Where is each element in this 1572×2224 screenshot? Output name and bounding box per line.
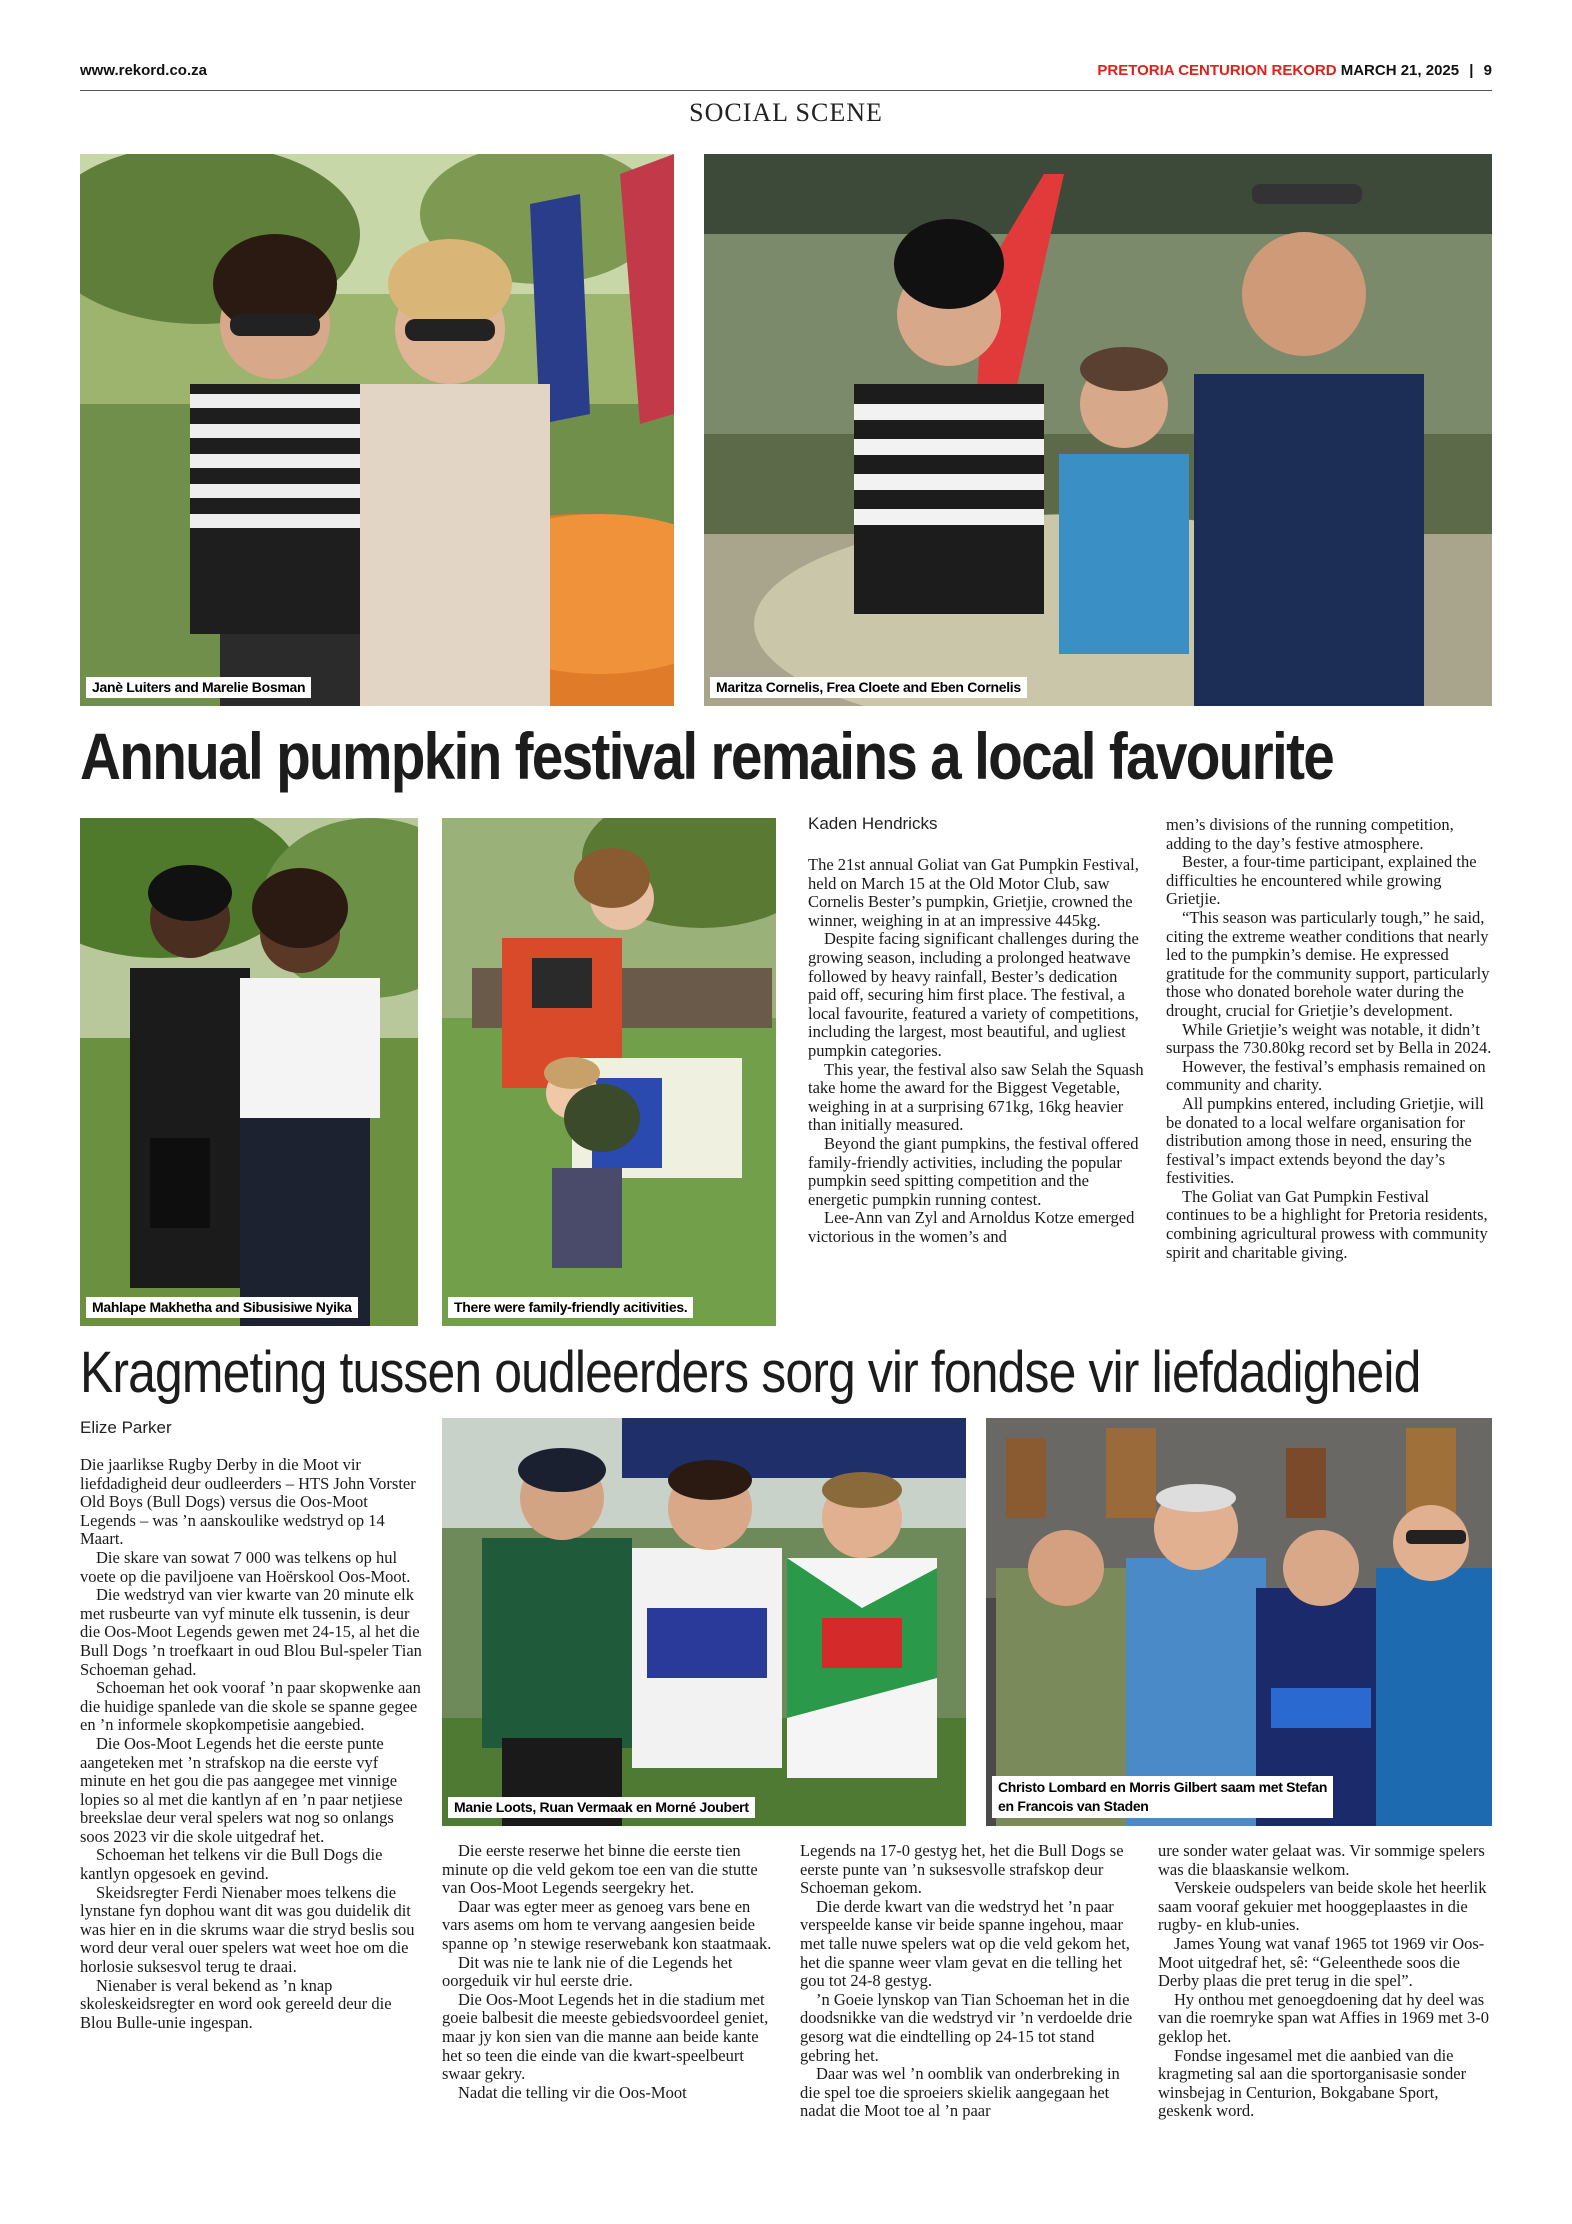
issue-date: MARCH 21, 2025	[1340, 62, 1460, 79]
paragraph: This year, the festival also saw Selah the Squash take home the award for the Biggest Vegetable, weighing in at a surprising 671kg, 16kg heavier than initially measured.	[808, 1059, 1144, 1135]
photo-caption: Maritza Cornelis, Frea Cloete and Eben Cornelis	[710, 677, 1027, 698]
photo-manie-ruan-morne-image	[442, 1418, 966, 1826]
paragraph: Despite facing significant challenges during the growing season, including a prolonged heatwave followed by heavy rainfall, Bester’s dedication paid off, securing him first place. The festival, a local favourite, featured a variety of competitions, including the largest, most beautiful, and ugliest pumpkin categories.	[808, 929, 1139, 1060]
header-separator: |	[1469, 62, 1474, 79]
photo-caption	[992, 1776, 1333, 1818]
article-headline: Kragmeting tussen oudleerders sorg vir fondse vir liefdadigheid	[80, 1340, 1421, 1405]
paragraph: Die Oos-Moot Legends het die eerste punte aangeteken met ’n strafskop na die eerste vyf minute en het gou die pas aangegee met vinnige lopies so al met die kantlyn af en ’n paar netjiese breekslae deur veral spelers wat nog so onlangs soos 2023 vir die skole uitgedraf het.	[80, 1733, 403, 1846]
paragraph: The 21st annual Goliat van Gat Pumpkin Festival, held on March 15 at the Old Motor Club, saw Cornelis Bester’s pumpkin, Grietjie, crowned the winner, weighing in at an impressive 445kg.	[808, 855, 1139, 930]
masthead-info	[1097, 62, 1492, 79]
section-title: SOCIAL SCENE	[689, 98, 883, 127]
article-column	[80, 1456, 424, 2032]
photo-caption: Janè Luiters and Marelie Bosman	[86, 677, 311, 698]
article-column	[1166, 816, 1494, 1262]
paragraph: Daar was wel ’n oomblik van onderbreking in die spel toe die sproeiers skielik aangegaan het nadat die Moot toe al ’n paar	[800, 2064, 1120, 2121]
article-byline: Kaden Hendricks	[808, 814, 938, 833]
photo-christo-morris-image	[986, 1418, 1492, 1826]
photo-caption: Mahlape Makhetha and Sibusisiwe Nyika	[86, 1297, 358, 1318]
paragraph: Nienaber is veral bekend as ’n knap skoleskeidsregter en word ook gereeld deur die Blou Bulle-unie ingespan.	[80, 1975, 392, 2032]
paragraph: Hy onthou met genoegdoening dat hy deel was van die roemryke span wat Affies in 1969 met 3-0 geklop het.	[1158, 1989, 1489, 2046]
photo-cornelis-family-image	[704, 154, 1492, 706]
paragraph: Daar was egter meer as genoeg vars bene en vars asems om hom te vervang aangesien beide spanne op ’n stewige reserwebank kon staatmaak.	[442, 1896, 772, 1953]
paragraph: Nadat die telling vir die Oos-Moot	[458, 2082, 687, 2102]
photo-mahlape-sibusisiwe	[80, 818, 418, 1326]
photo-cornelis-family	[704, 154, 1492, 706]
paragraph: While Grietjie’s weight was notable, it didn’t surpass the 730.80kg record set by Bella in 2024.	[1166, 1019, 1492, 1058]
paragraph: Die derde kwart van die wedstryd het ’n paar verspeelde kanse vir beide spanne ingehou, maar met talle nuwe spelers wat op die veld gekom het, het die spanne weer vlam gevat en die telling het gou tot 24-8 gestyg.	[800, 1896, 1130, 1991]
article-column	[808, 856, 1146, 1246]
article-headline: Annual pumpkin festival remains a local favourite	[80, 719, 1334, 793]
photo-caption: There were family-friendly acitivities.	[448, 1297, 693, 1318]
paragraph: However, the festival’s emphasis remained on community and charity.	[1166, 1056, 1486, 1095]
paragraph: men’s divisions of the running competition, adding to the day’s festive atmosphere.	[1166, 815, 1454, 853]
paragraph: Die jaarlikse Rugby Derby in die Moot vir liefdadigheid deur oudleerders – HTS John Vorster Old Boys (Bull Dogs) versus die Oos-Moot Legends – was ’n aanskoulike wedstryd op 14 Maart.	[80, 1455, 416, 1549]
website-url[interactable]: www.rekord.co.za	[80, 62, 207, 79]
paragraph: Verskeie oudspelers van beide skole het heerlik saam vooraf gekuier met hooggeplaastes in die rugby- en klub-unies.	[1158, 1878, 1487, 1935]
paragraph: Schoeman het ook vooraf ’n paar skopwenke aan die huidige spanlede van die skole se spanne gegee en ’n informele skopkompetisie aangebied.	[80, 1678, 421, 1735]
paragraph: James Young wat vanaf 1965 tot 1969 vir Oos-Moot uitgedraf het, sê: “Geleenthede soos die Derby plaas die pret terug in die spel”.	[1158, 1933, 1485, 1991]
paragraph: Die skare van sowat 7 000 was telkens op hul voete op die paviljoene van Hoërskool Oos-Moot.	[80, 1547, 411, 1586]
paragraph: Lee-Ann van Zyl and Arnoldus Kotze emerged victorious in the women’s and	[808, 1208, 1135, 1246]
paragraph: Legends na 17-0 gestyg het, het die Bull Dogs se eerste punte van ’n suksesvolle strafskop deur Schoeman gekom.	[800, 1841, 1124, 1898]
photo-caption: Manie Loots, Ruan Vermaak en Morné Joubert	[448, 1797, 755, 1818]
paragraph: Die Oos-Moot Legends het in die stadium met goeie balbesit die meeste gebiedsvoordeel geniet, maar jy kon sien van die manne aan beide kante het so teen die einde van die kwart-speelbeurt swaar gekry.	[442, 1989, 769, 2084]
article-column	[800, 1842, 1134, 2121]
photo-family-activities-image	[442, 818, 776, 1326]
article-column	[442, 1842, 776, 2102]
paragraph: ure sonder water gelaat was. Vir sommige spelers was die blaaskansie welkom.	[1158, 1841, 1485, 1879]
paragraph: Dit was nie te lank nie of die Legends het oorgeduik vir hul eerste drie.	[442, 1952, 733, 1991]
photo-manie-ruan-morne	[442, 1418, 966, 1826]
photo-jane-marelie-image	[80, 154, 674, 706]
publication-name: PRETORIA CENTURION REKORD	[1097, 62, 1337, 79]
paragraph: Skeidsregter Ferdi Nienaber moes telkens die lynstane fyn dophou want dit was gou duidelik dit was hier en in die skrums waar die stryd beslis sou word deur veral ouer spelers wat weet hoe om die horlosie suksesvol terug te draai.	[80, 1882, 415, 1977]
paragraph: “This season was particularly tough,” he said, citing the extreme weather conditions that nearly led to the pumpkin’s demise. He expressed gratitude for the community support, particularly those who donated borehole water during the drought, crucial for Grietjie’s development.	[1166, 907, 1490, 1020]
paragraph: Fondse ingesamel met die aanbied van die kragmeting sal aan die sportorganisasie sonder winsbejag in Centurion, Bokgabane Sport, geskenk word.	[1158, 2045, 1467, 2121]
paragraph: Die wedstryd van vier kwarte van 20 minute elk met rusbeurte van vyf minute elk tussenin, is deur die Oos-Moot Legends gewen met 24-15, al het die Bull Dogs ’n troefkaart in oud Blou Bul-speler Tian Schoeman gehad.	[80, 1585, 422, 1679]
paragraph: Schoeman het telkens vir die Bull Dogs die kantlyn opgesoek en gevind.	[80, 1845, 383, 1884]
article-byline: Elize Parker	[80, 1418, 172, 1437]
paragraph: Die eerste reserwe het binne die eerste tien minute op die veld gekom toe een van die stutte van Oos-Moot Legends seergekry het.	[442, 1841, 758, 1898]
photo-family-activities	[442, 818, 776, 1326]
paragraph: All pumpkins entered, including Grietjie, will be donated to a local welfare organisation for distribution among those in need, ensuring the festival’s impact extends beyond the day’s festivities.	[1166, 1093, 1484, 1188]
header-rule	[80, 90, 1492, 91]
caption-line: en Francois van Staden	[998, 1798, 1149, 1814]
caption-line: Christo Lombard en Morris Gilbert saam met Stefan	[998, 1779, 1328, 1795]
paragraph: The Goliat van Gat Pumpkin Festival continues to be a highlight for Pretoria residents, combining agricultural prowess with community spirit and charitable giving.	[1166, 1186, 1488, 1262]
photo-jane-marelie	[80, 154, 674, 706]
paragraph: Bester, a four-time participant, explained the difficulties he encountered while growing Grietjie.	[1166, 852, 1477, 909]
page-number: 9	[1483, 62, 1492, 79]
article-column	[1158, 1842, 1492, 2121]
photo-christo-morris	[986, 1418, 1492, 1826]
paragraph: ’n Goeie lynskop van Tian Schoeman het in die doodsnikke van die wedstryd vir ’n verdoelde drie gesorg wat die eindtelling op 24-15 tot stand gebring het.	[800, 1989, 1133, 2065]
paragraph: Beyond the giant pumpkins, the festival offered family-friendly activities, including the popular pumpkin seed spitting competition and the energetic pumpkin running contest.	[808, 1133, 1139, 1209]
photo-mahlape-sibusisiwe-image	[80, 818, 418, 1326]
